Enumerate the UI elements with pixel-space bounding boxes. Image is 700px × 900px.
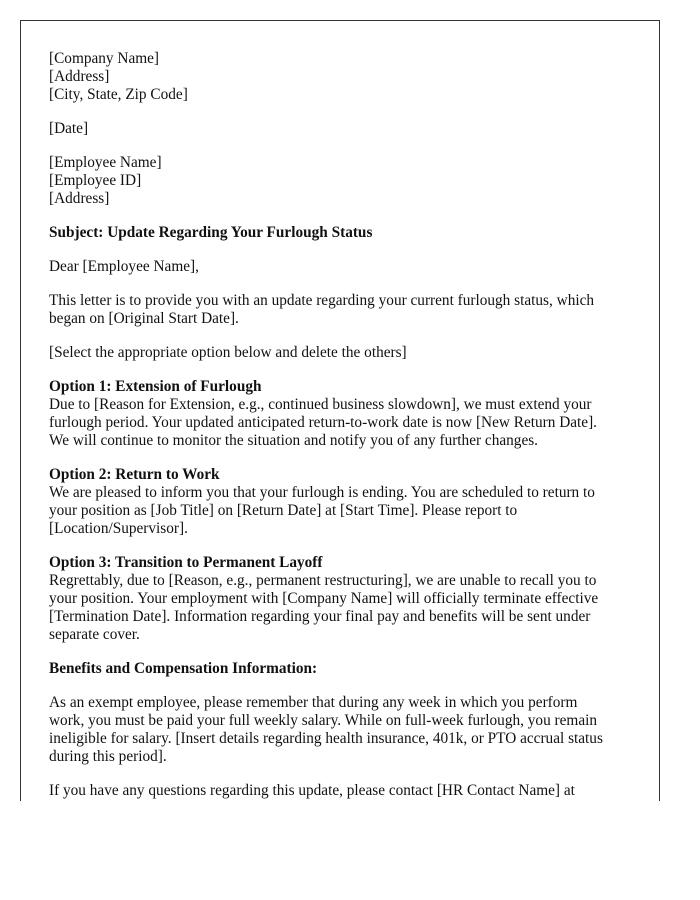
option-3 bbox=[49, 554, 659, 644]
option-2 bbox=[49, 466, 659, 538]
intro-paragraph bbox=[49, 292, 659, 328]
recipient-block bbox=[49, 154, 659, 208]
salutation-text: Dear [Employee Name], bbox=[49, 258, 199, 275]
option-2-line: your position as [Job Title] on [Return Date] at [Start Time]. Please report to bbox=[49, 502, 518, 519]
instruction-text: [Select the appropriate option below and delete the others] bbox=[49, 344, 407, 361]
intro-line: began on [Original Start Date]. bbox=[49, 310, 239, 327]
employee-id: [Employee ID] bbox=[49, 172, 142, 189]
contact-line: If you have any questions regarding this update, please contact [HR Contact Name] at bbox=[49, 782, 575, 799]
salutation bbox=[49, 258, 659, 276]
option-2-heading: Option 2: Return to Work bbox=[49, 466, 220, 483]
option-3-heading: Option 3: Transition to Permanent Layoff bbox=[49, 554, 323, 571]
option-1-line: furlough period. Your updated anticipated return-to-work date is now [New Return Date]. bbox=[49, 414, 597, 431]
benefits-paragraph bbox=[49, 694, 659, 766]
company-city: [City, State, Zip Code] bbox=[49, 86, 188, 103]
benefits-line: work, you must be paid your full weekly salary. While on full-week furlough, you remain bbox=[49, 712, 598, 729]
subject-text: Subject: Update Regarding Your Furlough Status bbox=[49, 224, 373, 241]
benefits-heading-text: Benefits and Compensation Information: bbox=[49, 660, 318, 677]
option-2-line: [Location/Supervisor]. bbox=[49, 520, 188, 537]
option-2-line: We are pleased to inform you that your furlough is ending. You are scheduled to return to bbox=[49, 484, 595, 501]
intro-line: This letter is to provide you with an update regarding your current furlough status, which bbox=[49, 292, 595, 309]
option-3-line: [Termination Date]. Information regarding your final pay and benefits will be sent under bbox=[49, 608, 591, 625]
letter-date: [Date] bbox=[49, 120, 89, 137]
option-3-line: Regrettably, due to [Reason, e.g., permanent restructuring], we are unable to recall you to bbox=[49, 572, 597, 589]
company-address: [Address] bbox=[49, 68, 110, 85]
option-3-line: separate cover. bbox=[49, 626, 140, 643]
subject-line bbox=[49, 224, 659, 242]
option-1-heading: Option 1: Extension of Furlough bbox=[49, 378, 262, 395]
letter-page bbox=[20, 20, 660, 801]
benefits-line: during this period]. bbox=[49, 748, 167, 765]
company-name: [Company Name] bbox=[49, 50, 160, 67]
option-3-line: your position. Your employment with [Company Name] will officially terminate effective bbox=[49, 590, 599, 607]
contact-paragraph bbox=[49, 782, 659, 800]
benefits-line: As an exempt employee, please remember that during any week in which you perform bbox=[49, 694, 578, 711]
employee-address: [Address] bbox=[49, 190, 110, 207]
option-1 bbox=[49, 378, 659, 450]
instruction-paragraph bbox=[49, 344, 659, 362]
benefits-heading bbox=[49, 660, 659, 678]
option-1-line: We will continue to monitor the situation and notify you of any further changes. bbox=[49, 432, 539, 449]
option-1-line: Due to [Reason for Extension, e.g., continued business slowdown], we must extend your bbox=[49, 396, 592, 413]
employee-name: [Employee Name] bbox=[49, 154, 162, 171]
date-block bbox=[49, 120, 659, 138]
benefits-line: ineligible for salary. [Insert details regarding health insurance, 401k, or PTO accrual status bbox=[49, 730, 603, 747]
sender-block bbox=[49, 50, 659, 104]
